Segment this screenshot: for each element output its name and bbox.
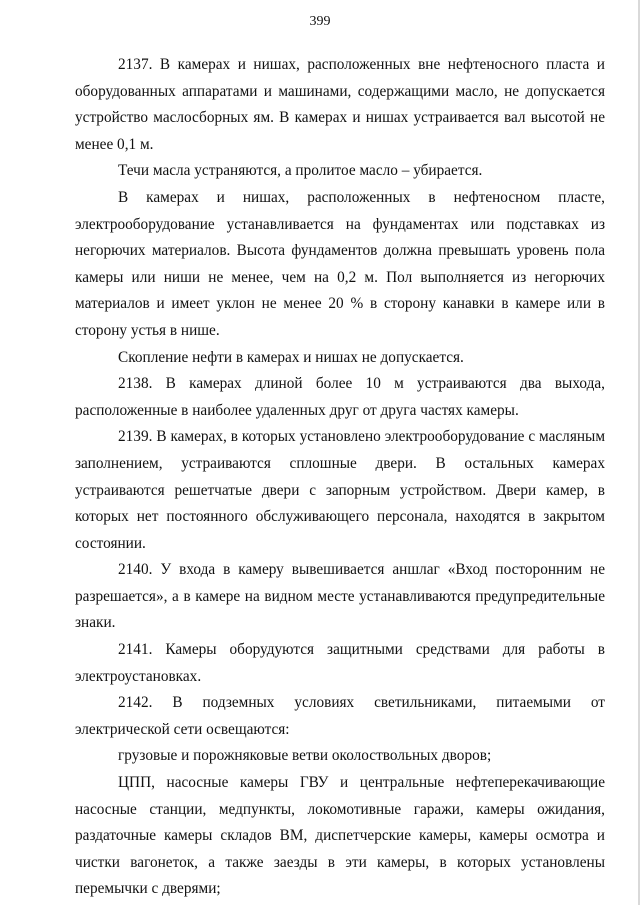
paragraph-2141: 2141. Камеры оборудуются защитными средствами для работы в электроустановках. <box>75 641 605 685</box>
paragraph-2138: 2138. В камерах длиной более 10 м устраиваются два выхода, расположенные в наиболее удаленных друг от друга частях камеры. <box>75 375 605 419</box>
paragraph-cargo-branches: грузовые и порожняковые ветви околоствольных дворов; <box>118 747 492 765</box>
paragraph-2139: 2139. В камерах, в которых установлено электрооборудование с масляным заполнением, устраиваются сплошные двери. В остальных камерах устраиваются решетчатые двери с запорным устройством. Двери камер, в которых нет постоянного обслуживающего персонала, находятся в закрытом состоянии. <box>75 428 605 552</box>
document-body <box>75 52 605 903</box>
page-number: 399 <box>309 14 331 29</box>
paragraph-cpp-chambers: ЦПП, насосные камеры ГВУ и центральные нефтеперекачивающие насосные станции, медпункты, локомотивные гаражи, камеры ожидания, раздаточные камеры складов ВМ, диспетчерские камеры, камеры осмотра и чистки вагонеток, а также заезды в эти камеры, в которых установлены перемычки с дверями; <box>75 774 605 898</box>
paragraph-oil-leaks: Течи масла устраняются, а пролитое масло – убирается. <box>118 162 483 180</box>
paragraph-2140: 2140. У входа в камеру вывешивается аншлаг «Вход посторонним не разрешается», а в камере на видном месте устанавливаются предупредительные знаки. <box>75 561 605 632</box>
paragraph-oil-accumulation: Скопление нефти в камерах и нишах не допускается. <box>118 348 464 366</box>
paragraph-oil-bearing-chambers: В камерах и нишах, расположенных в нефтеносном пласте, электрооборудование устанавливается на фундаментах или подставках из негорючих материалов. Высота фундаментов должна превышать уровень пола камеры или ниши не менее, чем на 0,2 м. Пол выполняется из негорючих материалов и имеет уклон не менее 20 % в сторону канавки в камере или в сторону устья в нише. <box>75 188 605 339</box>
paragraph-2137: 2137. В камерах и нишах, расположенных вне нефтеносного пласта и оборудованных аппаратами и машинами, содержащими масло, не допускается устройство маслосборных ям. В камерах и нишах устраивается вал высотой не менее 0,1 м. <box>75 56 605 153</box>
paragraph-2142: 2142. В подземных условиях светильниками, питаемыми от электрической сети освещаются: <box>75 694 605 738</box>
